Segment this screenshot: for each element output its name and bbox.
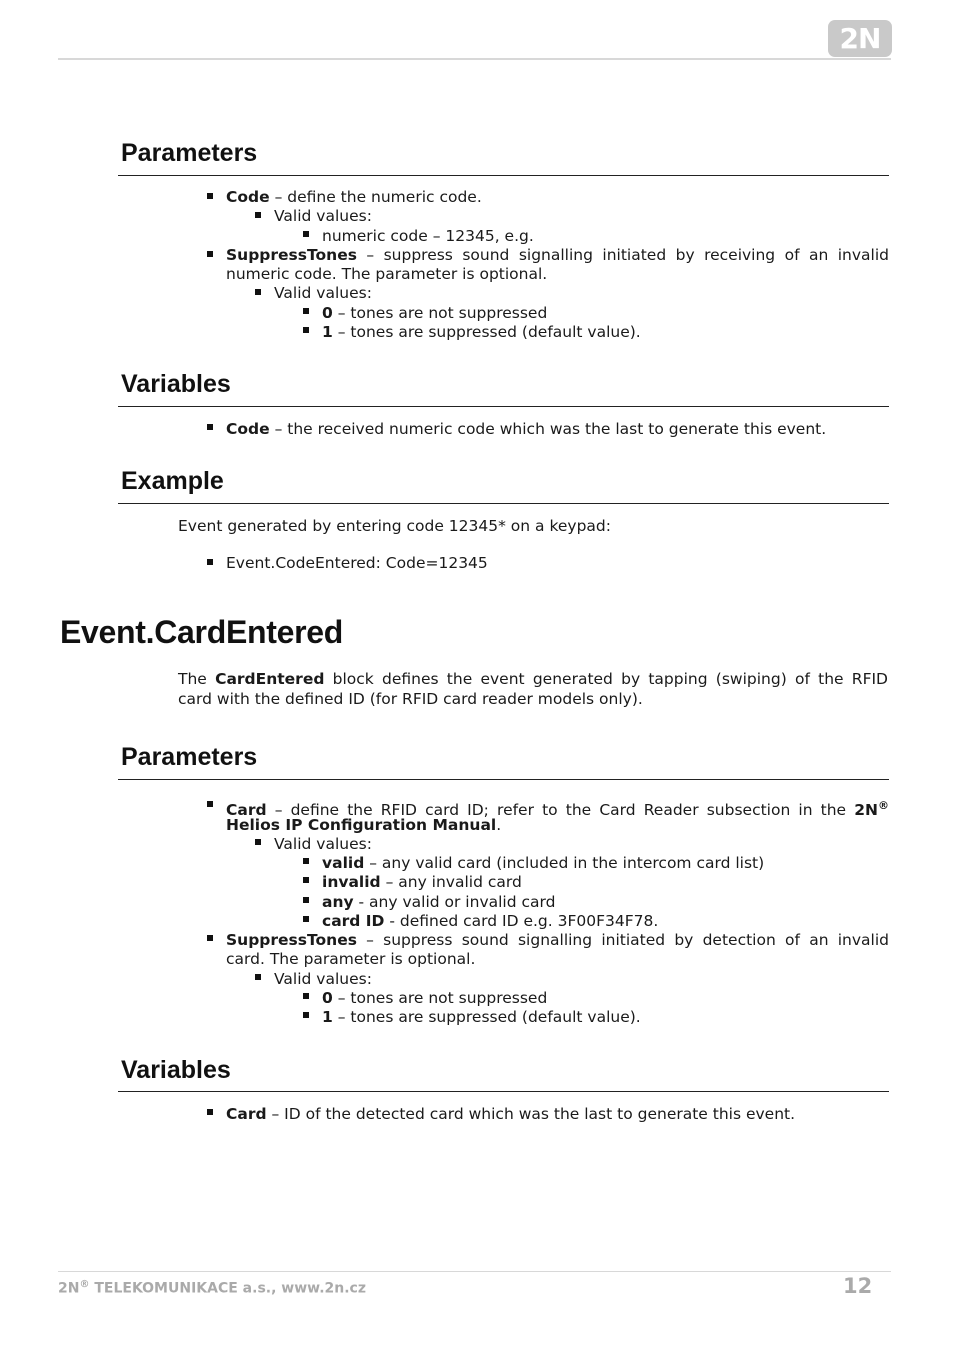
value-zero: 0 – tones are not suppressed bbox=[322, 304, 548, 322]
heading-rule bbox=[118, 175, 889, 176]
bullet-icon bbox=[207, 935, 213, 941]
value-one: 1 – tones are suppressed (default value). bbox=[322, 323, 641, 341]
event-intro: The CardEntered block defines the event generated by tapping (swiping) of the RFID bbox=[178, 670, 888, 688]
bullet-icon bbox=[303, 308, 309, 314]
code-value: numeric code – 12345, e.g. bbox=[322, 227, 534, 245]
bullet-icon bbox=[207, 559, 213, 565]
bullet-icon bbox=[303, 916, 309, 922]
value-card-id: card ID - defined card ID e.g. 3F00F34F78. bbox=[322, 912, 659, 930]
param-suppresstones-cont: card. The parameter is optional. bbox=[226, 950, 476, 968]
footer-divider bbox=[58, 1271, 891, 1272]
bullet-icon bbox=[255, 289, 261, 295]
bullet-icon bbox=[255, 839, 261, 845]
valid-values-label: Valid values: bbox=[274, 835, 372, 853]
event-title: Event.CardEntered bbox=[60, 614, 343, 650]
event-intro-cont: card with the defined ID (for RFID card reader models only). bbox=[178, 690, 643, 708]
valid-values-label: Valid values: bbox=[274, 207, 372, 225]
example-heading: Example bbox=[121, 467, 224, 495]
logo-text: 2N bbox=[839, 22, 881, 55]
heading-rule bbox=[118, 779, 889, 780]
company-logo bbox=[828, 20, 892, 57]
example-text: Event generated by entering code 12345* on a keypad: bbox=[178, 517, 611, 535]
bullet-icon bbox=[207, 193, 213, 199]
valid-values-label: Valid values: bbox=[274, 284, 372, 302]
bullet-icon bbox=[303, 993, 309, 999]
param-suppresstones-cont: numeric code. The parameter is optional. bbox=[226, 265, 548, 283]
bullet-icon bbox=[207, 801, 213, 807]
bullet-icon bbox=[255, 974, 261, 980]
variable-code: Code – the received numeric code which was the last to generate this event. bbox=[226, 420, 827, 438]
bullet-icon bbox=[207, 251, 213, 257]
parameters-heading: Parameters bbox=[121, 743, 258, 771]
param-suppresstones: SuppressTones – suppress sound signalling initiated by detection of an invalid bbox=[226, 931, 889, 949]
variables-heading: Variables bbox=[121, 370, 231, 398]
heading-rule bbox=[118, 503, 889, 504]
parameters-heading: Parameters bbox=[121, 139, 258, 167]
value-zero: 0 – tones are not suppressed bbox=[322, 989, 548, 1007]
value-one: 1 – tones are suppressed (default value). bbox=[322, 1008, 641, 1026]
variable-card: Card – ID of the detected card which was the last to generate this event. bbox=[226, 1105, 796, 1123]
bullet-icon bbox=[255, 212, 261, 218]
param-card: Card – define the RFID card ID; refer to the Card Reader subsection in the 2N® bbox=[226, 799, 889, 820]
bullet-icon bbox=[303, 231, 309, 237]
heading-rule bbox=[118, 1091, 889, 1092]
bullet-icon bbox=[303, 877, 309, 883]
bullet-icon bbox=[303, 327, 309, 333]
bullet-icon bbox=[207, 1109, 213, 1115]
header-divider bbox=[58, 58, 891, 60]
bullet-icon bbox=[303, 897, 309, 903]
value-any: any - any valid or invalid card bbox=[322, 893, 556, 911]
param-code: Code – define the numeric code. bbox=[226, 188, 482, 206]
variables-heading: Variables bbox=[121, 1056, 231, 1084]
bullet-icon bbox=[303, 858, 309, 864]
heading-rule bbox=[118, 406, 889, 407]
bullet-icon bbox=[303, 1012, 309, 1018]
footer-company: 2N® TELEKOMUNIKACE a.s., www.2n.cz bbox=[58, 1279, 366, 1297]
value-invalid: invalid – any invalid card bbox=[322, 873, 522, 891]
bullet-icon bbox=[207, 424, 213, 430]
param-suppresstones: SuppressTones – suppress sound signalling initiated by receiving of an invalid bbox=[226, 246, 889, 264]
page-number: 12 bbox=[843, 1274, 873, 1298]
valid-values-label: Valid values: bbox=[274, 970, 372, 988]
param-card-cont: Helios IP Configuration Manual. bbox=[226, 816, 502, 834]
value-valid: valid – any valid card (included in the intercom card list) bbox=[322, 854, 765, 872]
example-item: Event.CodeEntered: Code=12345 bbox=[226, 554, 488, 572]
